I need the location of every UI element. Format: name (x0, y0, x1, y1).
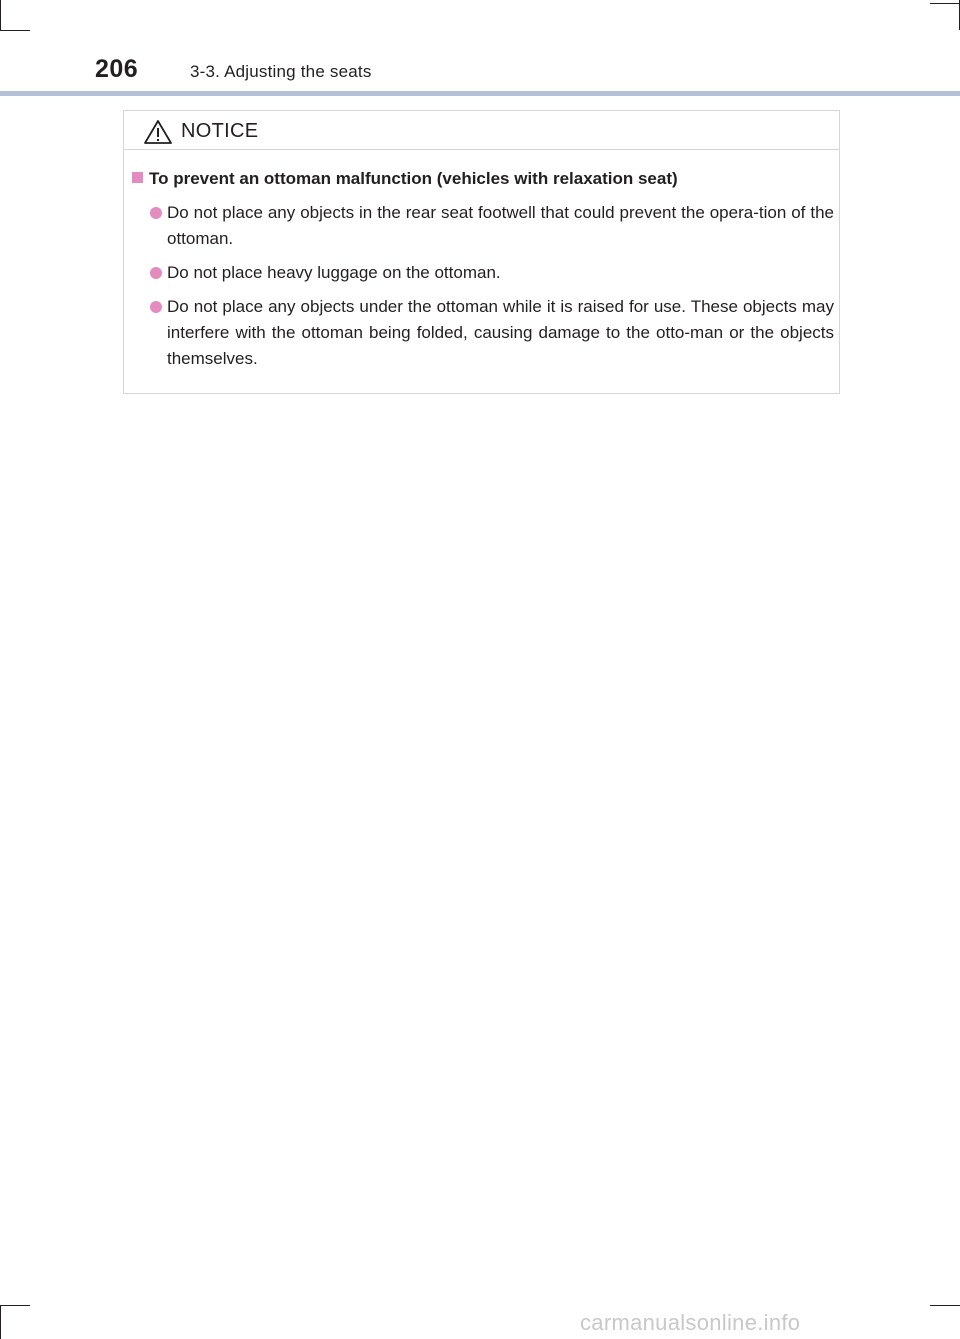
crop-mark-top-right-horizontal (930, 3, 960, 4)
list-item-text: Do not place any objects in the rear seat footwell that could prevent the opera-tion of the ottoman. (167, 203, 834, 248)
watermark: carmanualsonline.info (580, 1310, 801, 1335)
list-item (150, 260, 834, 286)
crop-mark-bottom-left-vertical (0, 1305, 1, 1339)
square-bullet-icon (132, 172, 143, 183)
crop-mark-top-left-horizontal (0, 30, 30, 31)
list-item-text: Do not place heavy luggage on the ottoman. (167, 263, 501, 282)
header-divider (0, 91, 960, 96)
list-item (150, 294, 834, 372)
notice-header (124, 111, 839, 150)
circle-bullet-icon (150, 207, 162, 219)
list-item (150, 200, 834, 252)
crop-mark-bottom-right-horizontal (930, 1305, 960, 1306)
circle-bullet-icon (150, 267, 162, 279)
notice-subheading (132, 168, 678, 190)
page-number: 206 (95, 55, 139, 83)
warning-triangle-icon (143, 119, 173, 145)
crop-mark-top-left-vertical (0, 0, 1, 30)
notice-box (123, 110, 840, 394)
circle-bullet-icon (150, 301, 162, 313)
section-title: 3-3. Adjusting the seats (190, 62, 372, 81)
notice-title: NOTICE (181, 120, 259, 142)
crop-mark-bottom-left-horizontal (0, 1305, 30, 1306)
list-item-text: Do not place any objects under the ottoman while it is raised for use. These objects may interfere with the ottoman being folded, causing damage to the otto-man or the objects themselves. (167, 297, 834, 368)
notice-subheading-text: To prevent an ottoman malfunction (vehicles with relaxation seat) (149, 169, 678, 188)
